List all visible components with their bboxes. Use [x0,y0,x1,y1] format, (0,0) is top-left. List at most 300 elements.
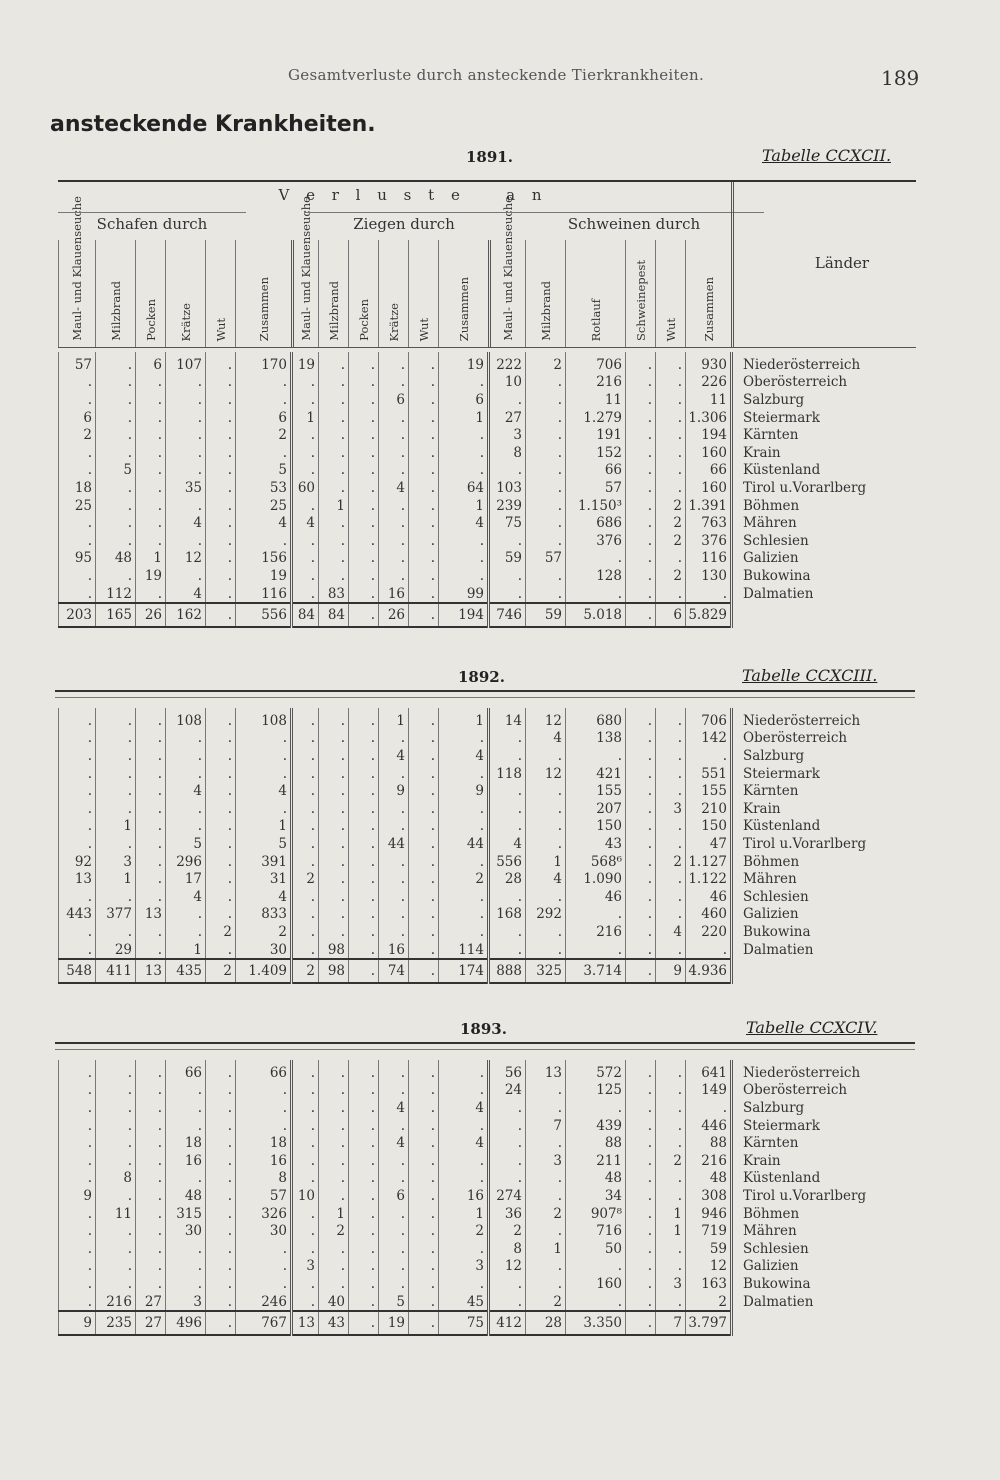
table-cell: 116 [686,550,732,568]
table-cell: 716 [566,1222,626,1240]
table-cell: . [409,782,439,800]
table-cell: . [59,567,96,585]
table-cell: . [319,409,349,427]
table-cell: 210 [686,800,732,818]
table-cell: . [96,479,136,497]
table-cell: . [439,1240,489,1258]
table-cell: . [166,409,206,427]
table-cell: 443 [59,906,96,924]
column-heading [565,240,625,347]
table-cell: 2 [236,426,292,444]
table-cell: . [206,1275,236,1293]
table-cell: . [136,941,166,960]
table-cell: . [379,765,409,783]
table-cell: 4 [379,1134,409,1152]
table-cell: . [206,444,236,462]
table-cell: . [526,747,566,765]
table-cell: . [236,1082,292,1100]
table-cell: . [526,391,566,409]
table-cell: . [136,479,166,497]
table-cell: . [206,462,236,480]
total-cell: . [626,959,656,983]
table-cell: . [626,1099,656,1117]
table-cell: . [656,765,686,783]
table-cell: 292 [526,906,566,924]
table-row [59,1099,880,1117]
table-row [59,1170,880,1188]
table-cell: . [166,567,206,585]
table-row [59,479,880,497]
table-cell: . [409,426,439,444]
table-cell: . [292,1099,319,1117]
rule [55,1042,915,1044]
table-cell: . [379,870,409,888]
table-cell: 1 [96,818,136,836]
column-heading-text: Wut [663,317,678,341]
total-cell: 5.829 [686,603,732,627]
table-cell: . [96,426,136,444]
land-name: Kärnten [732,1134,880,1152]
table-cell: . [96,567,136,585]
table-cell: . [626,730,656,748]
total-cell: 4.936 [686,959,732,983]
table-cell: 48 [566,1170,626,1188]
table-cell: . [526,923,566,941]
table-cell: . [526,514,566,532]
table-cell: 25 [236,497,292,515]
table-cell: . [96,730,136,748]
column-heading-text: Pocken [143,299,158,341]
table-cell: 2 [656,532,686,550]
table-cell: . [206,818,236,836]
table-cell: . [206,730,236,748]
table-cell: 3 [656,800,686,818]
table-cell: 1 [379,708,409,730]
total-cell: . [409,1311,439,1335]
data-table [58,708,880,984]
table-cell: 439 [566,1117,626,1135]
table-cell: 1.306 [686,409,732,427]
table-cell: 239 [489,497,526,515]
table-cell: 216 [566,374,626,392]
table-name: Tabelle CCXCIII. [742,666,878,685]
table-cell: 40 [319,1293,349,1312]
table-cell: 5 [236,462,292,480]
table-row [59,1060,880,1082]
table-cell: 150 [686,818,732,836]
table-cell: . [379,1152,409,1170]
land-name: Niederösterreich [732,352,880,374]
table-cell: . [656,870,686,888]
column-heading-text: Schweinepest [633,260,648,341]
table-cell: . [59,1258,96,1276]
table-cell: 11 [566,391,626,409]
table-cell: . [409,818,439,836]
total-cell: . [626,603,656,627]
table-cell: 706 [566,352,626,374]
table-cell: 88 [686,1134,732,1152]
table-cell: . [319,444,349,462]
table-cell: 216 [566,923,626,941]
total-cell: 84 [319,603,349,627]
table-cell: 391 [236,853,292,871]
table-cell: . [409,870,439,888]
table-cell: . [439,1275,489,1293]
table-cell: 1 [319,497,349,515]
land-name: Mähren [732,514,880,532]
table-cell: 1 [96,870,136,888]
table-cell: . [379,923,409,941]
table-cell: . [136,444,166,462]
table-cell: . [59,923,96,941]
table-cell: 92 [59,853,96,871]
table-cell: 6 [379,1187,409,1205]
table-cell: 4 [166,514,206,532]
table-cell: . [409,444,439,462]
table-cell: 9 [59,1187,96,1205]
table-cell: 6 [379,391,409,409]
table-row [59,782,880,800]
table-cell: . [319,1187,349,1205]
table-cell: . [166,1258,206,1276]
table-cell: . [292,426,319,444]
table-cell: 2 [206,923,236,941]
table-cell: . [96,1258,136,1276]
table-cell: . [292,730,319,748]
table-cell: . [379,818,409,836]
table-cell: . [409,1222,439,1240]
table-cell: . [656,708,686,730]
total-cell: 496 [166,1311,206,1335]
table-cell: . [526,1187,566,1205]
table-cell: 66 [566,462,626,480]
total-cell: 74 [379,959,409,983]
table-cell: . [489,1170,526,1188]
table-cell: . [349,1170,379,1188]
table-cell: . [409,853,439,871]
table-cell: . [349,550,379,568]
table-cell: 29 [96,941,136,960]
total-cell: 2 [292,959,319,983]
table-cell: 2 [656,853,686,871]
table-row [59,747,880,765]
table-cell: . [292,708,319,730]
table-cell: . [409,941,439,960]
total-cell: 165 [96,603,136,627]
table-cell: 4 [526,730,566,748]
table-cell: 551 [686,765,732,783]
table-cell: 16 [236,1152,292,1170]
table-cell: . [59,835,96,853]
total-cell: 26 [136,603,166,627]
total-cell: 9 [59,1311,96,1335]
table-cell: . [292,567,319,585]
table-cell: . [626,1082,656,1100]
column-heading-text: Zusammen [701,276,716,341]
table-cell: . [206,1258,236,1276]
table-cell: . [349,444,379,462]
year-label: 1891. [466,148,513,166]
table-cell: . [656,374,686,392]
table-cell: . [292,1152,319,1170]
table-cell: . [96,835,136,853]
table-cell: 16 [166,1152,206,1170]
table-cell: . [319,782,349,800]
total-cell: 13 [136,959,166,983]
table-cell: 2 [656,567,686,585]
table-cell: . [136,1099,166,1117]
table-cell: . [439,1117,489,1135]
table-cell: . [349,585,379,604]
table-cell: . [136,1134,166,1152]
table-cell: 95 [59,550,96,568]
table-cell: . [489,941,526,960]
table-cell: . [349,1205,379,1223]
table-cell: 719 [686,1222,732,1240]
table-cell: 274 [489,1187,526,1205]
table-cell: . [349,462,379,480]
table-cell: . [206,800,236,818]
table-cell: . [379,1117,409,1135]
table-cell: . [526,479,566,497]
table-cell: . [136,409,166,427]
table-cell: . [292,1293,319,1312]
table-cell: 48 [166,1187,206,1205]
table-cell: . [626,923,656,941]
table-cell: . [566,906,626,924]
table-cell: . [489,747,526,765]
table-cell: . [166,374,206,392]
table-cell: 11 [96,1205,136,1223]
total-cell: 1.409 [236,959,292,983]
table-cell: . [379,550,409,568]
total-cell: 5.018 [566,603,626,627]
table-cell: . [489,585,526,604]
total-cell: 28 [526,1311,566,1335]
table-cell: . [59,462,96,480]
table-row [59,444,880,462]
table-cell: 8 [489,1240,526,1258]
table-cell: . [136,426,166,444]
table-cell: 25 [59,497,96,515]
table-cell: . [136,1187,166,1205]
table-cell: 315 [166,1205,206,1223]
table-cell: . [319,1082,349,1100]
table-cell: 1 [439,708,489,730]
land-name: Schlesien [732,532,880,550]
total-cell: 75 [439,1311,489,1335]
table-cell: . [526,585,566,604]
table-cell: . [206,1099,236,1117]
table-cell: 46 [566,888,626,906]
table-cell: 4 [439,514,489,532]
table-cell: . [319,1060,349,1082]
table-cell: . [292,923,319,941]
land-name: Schlesien [732,888,880,906]
table-cell: . [236,532,292,550]
table-cell: . [136,800,166,818]
table-cell: . [686,747,732,765]
table-cell: . [626,1258,656,1276]
column-heading-text: Milzbrand [326,281,341,341]
table-cell: . [166,818,206,836]
table-cell: . [489,567,526,585]
column-heading [318,240,348,347]
land-name: Küstenland [732,818,880,836]
table-cell: . [319,1152,349,1170]
table-cell: . [439,426,489,444]
table-cell: 3 [166,1293,206,1312]
table-cell: . [409,1240,439,1258]
table-cell: 3 [656,1275,686,1293]
table-cell: . [59,1117,96,1135]
table-cell: . [319,1170,349,1188]
table-cell: . [349,409,379,427]
table-cell: . [206,1117,236,1135]
table-cell: . [206,409,236,427]
table-cell: . [59,444,96,462]
table-cell: 160 [686,479,732,497]
table-cell: . [656,888,686,906]
total-row [59,959,880,983]
table-cell: . [136,818,166,836]
table-cell: . [206,835,236,853]
table-cell: . [96,1060,136,1082]
data-table [58,352,880,628]
total-cell: . [349,603,379,627]
table-cell: 160 [566,1275,626,1293]
total-cell: . [349,959,379,983]
table-row [59,765,880,783]
verluste-heading: V e r l u s t e a n [278,186,544,204]
table-cell: . [656,1293,686,1312]
table-cell: . [626,1117,656,1135]
table-cell: . [409,765,439,783]
table-cell: . [626,1134,656,1152]
table-cell: . [136,870,166,888]
table-cell: 2 [526,1205,566,1223]
table-cell: . [292,1222,319,1240]
table-cell: . [349,1152,379,1170]
table-cell: 1 [166,941,206,960]
table-cell: . [349,374,379,392]
total-cell: 235 [96,1311,136,1335]
total-cell: 59 [526,603,566,627]
table-cell: . [526,1134,566,1152]
table-cell: . [206,352,236,374]
table-cell: . [379,374,409,392]
table-cell: 64 [439,479,489,497]
table-cell: . [166,923,206,941]
table-cell: . [379,444,409,462]
table-cell: . [439,800,489,818]
table-cell: . [379,497,409,515]
table-cell: . [136,1275,166,1293]
table-cell: . [439,888,489,906]
table-cell: . [626,1170,656,1188]
table-cell: . [206,941,236,960]
table-cell: . [59,1205,96,1223]
column-heading [348,240,378,347]
table-cell: . [206,782,236,800]
table-cell: . [379,906,409,924]
table-cell: . [409,479,439,497]
table-cell: . [59,1240,96,1258]
table-cell: 4 [439,1099,489,1117]
total-cell: . [409,603,439,627]
table-cell: 907⁸ [566,1205,626,1223]
table-cell: 2 [686,1293,732,1312]
table-cell: 3 [96,853,136,871]
table-cell: . [566,1258,626,1276]
table-cell: . [236,391,292,409]
total-cell: 3.714 [566,959,626,983]
land-name: Steiermark [732,1117,880,1135]
table-cell: 376 [686,532,732,550]
table-cell: . [526,497,566,515]
table-cell: . [292,818,319,836]
table-cell: . [292,800,319,818]
table-cell: 66 [236,1060,292,1082]
table-cell: . [59,800,96,818]
table-cell: . [59,1275,96,1293]
table-row [59,1152,880,1170]
table-cell: . [656,462,686,480]
table-cell: . [626,888,656,906]
table-cell: . [206,1134,236,1152]
table-cell: . [236,444,292,462]
table-cell: 222 [489,352,526,374]
table-cell: . [292,462,319,480]
table-cell: . [526,1082,566,1100]
table-row [59,730,880,748]
table-cell: . [136,462,166,480]
table-cell: 130 [686,567,732,585]
land-name: Küstenland [732,462,880,480]
table-cell: . [409,747,439,765]
table-cell: . [166,730,206,748]
total-cell: . [206,1311,236,1335]
land-name: Krain [732,1152,880,1170]
table-cell: . [489,391,526,409]
table-cell: . [236,374,292,392]
table-cell: . [409,1205,439,1223]
column-heading [378,240,408,347]
table-cell: . [526,567,566,585]
table-cell: 57 [59,352,96,374]
table-cell: . [379,1170,409,1188]
total-cell: 194 [439,603,489,627]
laender-heading: Länder [814,254,870,272]
table-cell: . [349,782,379,800]
table-cell: 34 [566,1187,626,1205]
table-cell: . [409,1060,439,1082]
table-cell: 12 [489,1258,526,1276]
table-cell: . [59,1222,96,1240]
total-cell: 98 [319,959,349,983]
column-heading [625,240,655,347]
table-cell: . [379,1240,409,1258]
table-cell: 27 [136,1293,166,1312]
land-name: Küstenland [732,1170,880,1188]
table-cell: . [566,747,626,765]
table-cell: 24 [489,1082,526,1100]
table-cell: 2 [489,1222,526,1240]
table-cell: . [656,747,686,765]
table-cell: 57 [526,550,566,568]
table-cell: . [439,1152,489,1170]
table-cell: . [349,514,379,532]
